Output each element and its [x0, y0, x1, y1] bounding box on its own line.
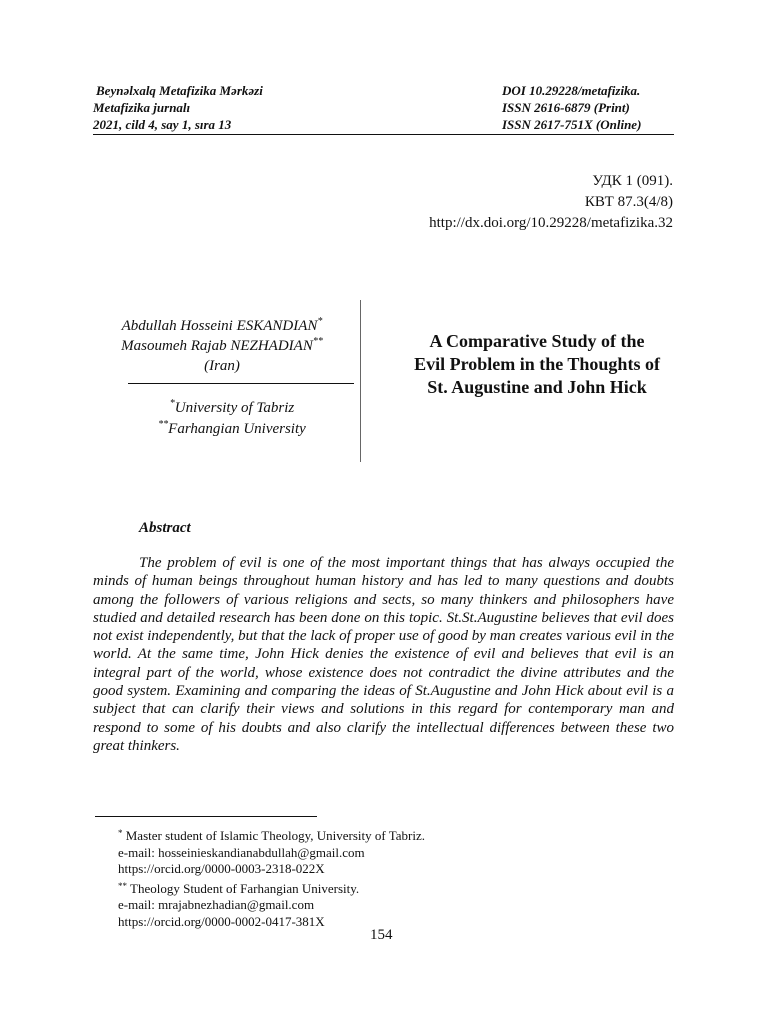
footnote-2: ** Theology Student of Farhangian University. [118, 880, 360, 896]
footnote-1-email[interactable]: e-mail: hosseinieskandianabdullah@gmail.com [118, 844, 365, 860]
footnote-1: * Master student of Islamic Theology, University of Tabriz. [118, 828, 425, 843]
affiliations [112, 398, 352, 440]
kbt-code: КВТ 87.3(4/8) [584, 194, 673, 210]
journal-issue: 2021, cild 4, say 1, sıra 13 [93, 117, 232, 132]
issn-print: ISSN 2616-6879 (Print) [502, 100, 630, 115]
header-divider [93, 134, 674, 135]
journal-name: Metafizika jurnalı [93, 100, 191, 115]
footnote-divider [95, 816, 317, 817]
author-1-mark: * [317, 316, 323, 327]
footnotes [118, 825, 678, 930]
author-2-mark: ** [312, 336, 323, 347]
author-1: Abdullah Hosseini ESKANDIAN* [121, 316, 323, 334]
abstract-heading: Abstract [139, 520, 191, 536]
author-2: Masoumeh Rajab NEZHADIAN** [121, 336, 323, 354]
journal-center-name: Beynəlxalq Metafizika Mərkəzi [96, 83, 263, 98]
journal-header-left [93, 82, 413, 133]
udk-code: УДК 1 (091). [592, 173, 673, 189]
classification-codes [429, 171, 673, 234]
journal-header-right [502, 82, 682, 133]
page-number: 154 [370, 927, 393, 943]
affiliation-1: *University of Tabriz [169, 398, 295, 416]
footnote-2-orcid[interactable]: https://orcid.org/0000-0002-0417-381X [118, 913, 325, 929]
issn-online: ISSN 2617-751X (Online) [502, 117, 642, 132]
author-country: (Iran) [204, 358, 240, 374]
journal-doi: DOI 10.29228/metafizika. [502, 83, 641, 98]
column-divider [360, 300, 361, 462]
doi-link[interactable]: http://dx.doi.org/10.29228/metafizika.32 [429, 215, 673, 231]
affiliation-2: **Farhangian University [158, 419, 306, 437]
paper-title: A Comparative Study of the Evil Problem in the Thoughts of St. Augustine and John Hick [414, 331, 660, 397]
abstract-text: The problem of evil is one of the most important things that has always occupied the minds of human beings throughout human history and has led to many questions and doubts among the followers of various religions and sects, so many thinkers and philosophers have studied and detailed research has been done on this topic. St.St.Augustine believes that evil does not exist independently, but that the lack of proper use of good by man creates various evil in the world. At the same time, John Hick denies the existence of evil and believes that evil is an integral part of the world, whose existence does not contradict the divine attributes and the good system. Examining and comparing the ideas of St.Augustine and John Hick about evil is a subject that can clarify their views and solutions in this regard for contemporary man and respond to some of his doubts and also clarify the intellectual differences between these two great thinkers. [93, 555, 674, 754]
author-block [88, 316, 356, 376]
footnote-1-orcid[interactable]: https://orcid.org/0000-0003-2318-022X [118, 861, 325, 876]
affiliation-divider [128, 383, 354, 384]
footnote-2-email[interactable]: e-mail: mrajabnezhadian@gmail.com [118, 897, 315, 912]
